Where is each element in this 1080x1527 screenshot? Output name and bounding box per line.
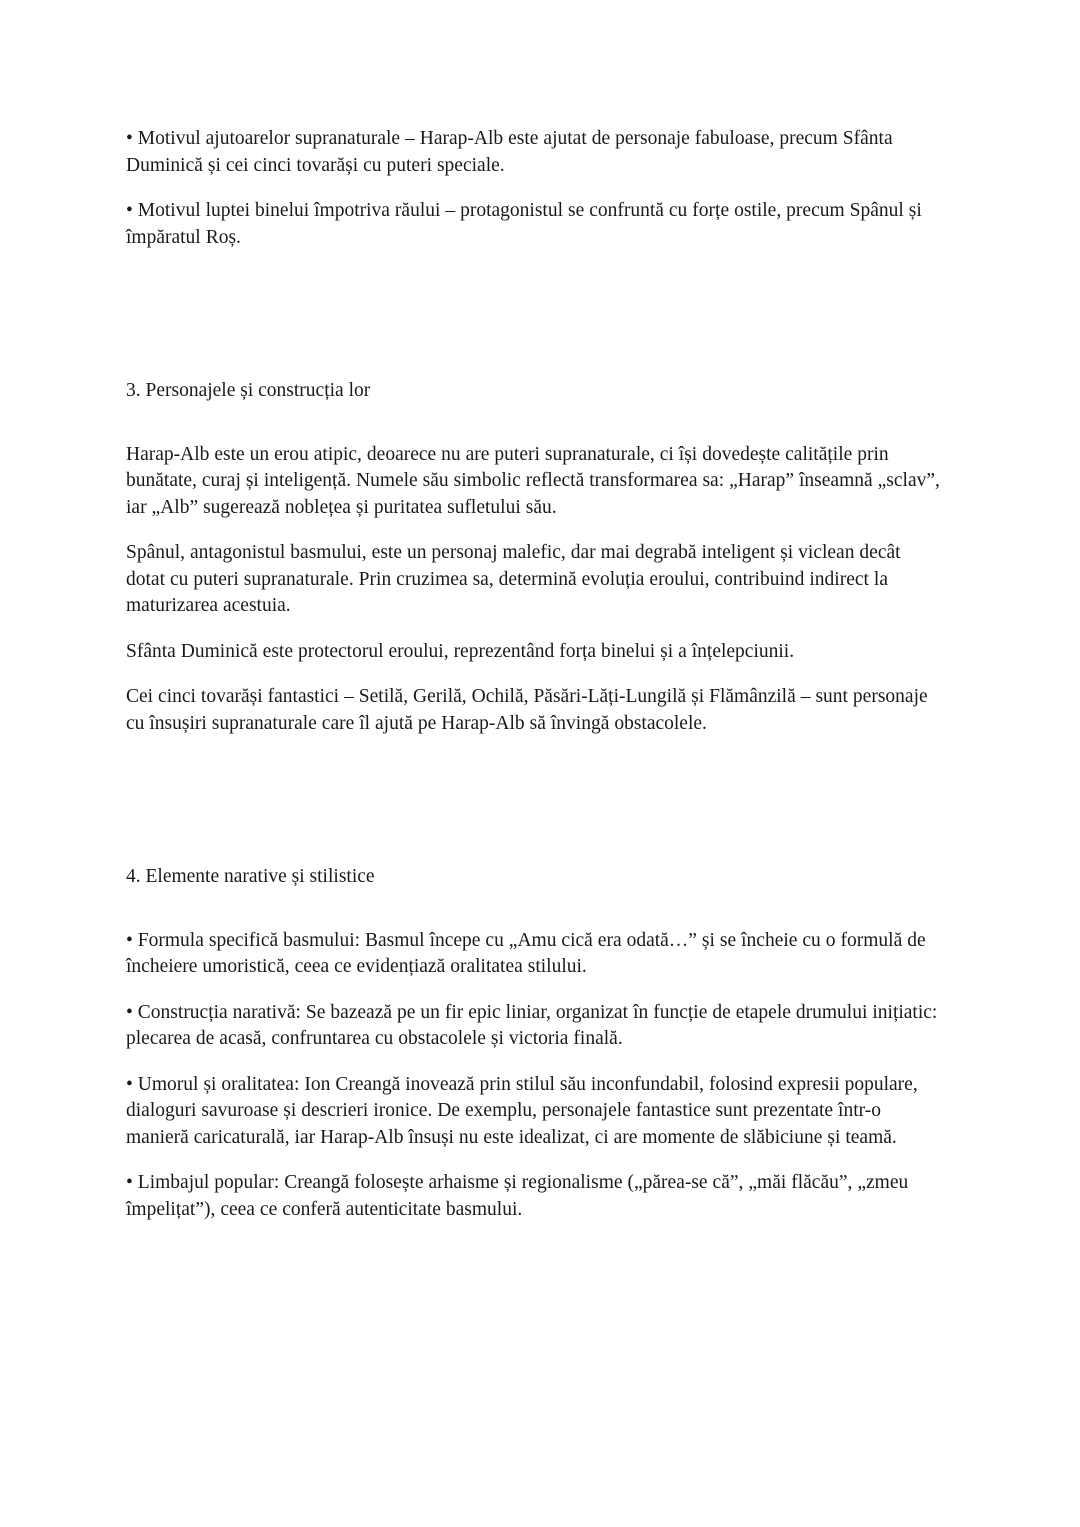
paragraph-sfanta-duminica: Sfânta Duminică este protectorul eroului, reprezentând forța binelui și a înțelepciunii. bbox=[126, 640, 795, 662]
bullet-motif-supernatural-help: • Motivul ajutoarelor supranaturale – Harap-Alb este ajutat de personaje fabuloase, precum Sfânta Duminică și cei cinci tovarăși cu puteri speciale. bbox=[126, 128, 898, 176]
paragraph-harap-alb-erou-atipic: Harap-Alb este un erou atipic, deoarece nu are puteri supranaturale, ci își dovedește calitățile prin bunătate, curaj și inteligență. Numele său simbolic reflectă transformarea sa: „Harap” înseamnă „sclav”, iar „Alb” sugerează noblețea și puritatea sufletului său. bbox=[126, 443, 945, 518]
section-spacer-before-section-4 bbox=[126, 756, 944, 864]
bullet-limbajul-popular: • Limbajul popular: Creangă folosește arhaisme și regionalisme („părea-se că”, „măi flăcău”, „zmeu împelițat”), ceea ce conferă autenticitate basmului. bbox=[126, 1172, 914, 1220]
section-spacer-before-section-3 bbox=[126, 270, 944, 378]
paragraph-spanul-antagonist: Spânul, antagonistul basmului, este un personaj malefic, dar mai degrabă inteligent și viclean decât dotat cu puteri supranaturale. Prin cruzimea sa, determină evoluția eroului, contribuind indirect la maturizarea acestuia. bbox=[126, 542, 906, 616]
document-text-column bbox=[126, 126, 944, 1223]
section-heading-3-personajele: 3. Personajele și construcția lor bbox=[126, 380, 371, 401]
paragraph-cei-cinci-tovarasi: Cei cinci tovarăși fantastici – Setilă, Gerilă, Ochilă, Păsări-Lăți-Lungilă și Flămânzilă – sunt personaje cu însușiri supranaturale care îl ajută pe Harap-Alb să învingă obstacolele. bbox=[126, 686, 933, 734]
bullet-umorul-si-oralitatea: • Umorul și oralitatea: Ion Creangă inovează prin stilul său inconfundabil, folosind expresii populare, dialoguri savuroase și descrieri ironice. De exemplu, personajele fantastice sunt prezentate într-o manieră caricaturală, iar Harap-Alb însuși nu este idealizat, ci are momente de slăbiciune și teamă. bbox=[126, 1073, 923, 1148]
bullet-motif-good-vs-evil: • Motivul luptei binelui împotriva răului – protagonistul se confruntă cu forțe ostile, precum Spânul și împăratul Roș. bbox=[126, 200, 927, 248]
bullet-constructia-narativa: • Construcția narativă: Se bazează pe un fir epic liniar, organizat în funcție de etapele drumului inițiatic: plecarea de acasă, confruntarea cu obstacolele și victoria finală. bbox=[126, 1001, 943, 1049]
bullet-formula-specifica: • Formula specifică basmului: Basmul începe cu „Amu cică era odată…” și se încheie cu o formulă de încheiere umoristică, ceea ce evidențiază oralitatea stilului. bbox=[126, 929, 931, 977]
heading-spacer-section-4 bbox=[126, 910, 944, 928]
heading-spacer-section-3 bbox=[126, 424, 944, 442]
section-heading-4-elemente-narative: 4. Elemente narative și stilistice bbox=[126, 866, 375, 887]
